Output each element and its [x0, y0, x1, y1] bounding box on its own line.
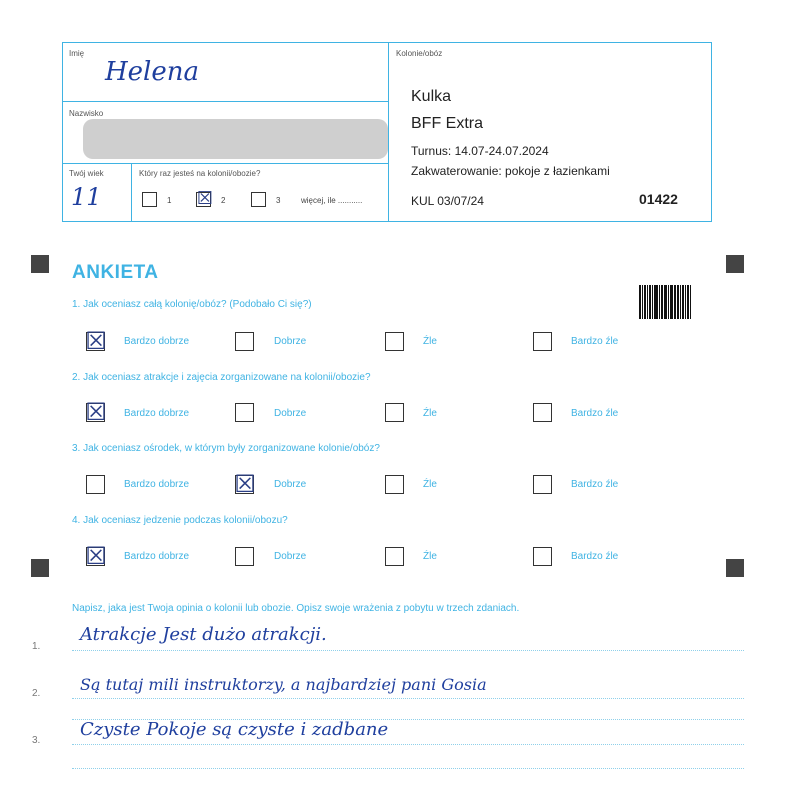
camp-label: Kolonie/obóz: [396, 49, 443, 58]
q3-option-3-checkbox[interactable]: [385, 475, 404, 494]
q3-option-3-label: Źle: [423, 479, 437, 490]
q1-option-2-label: Dobrze: [274, 336, 307, 347]
question-3: 3. Jak oceniasz ośrodek, w którym były zorganizowane kolonie/obóz?: [72, 443, 380, 454]
q3-option-4-checkbox[interactable]: [533, 475, 552, 494]
opinion-line-1-rule: [72, 650, 744, 651]
q4-option-1-label: Bardzo dobrze: [124, 551, 190, 562]
opinion-line-1-text[interactable]: Atrakcje Jest dużo atrakcji.: [80, 624, 327, 645]
question-1: 1. Jak oceniasz całą kolonię/obóz? (Podobało Ci się?): [72, 299, 312, 310]
registration-marker: [726, 559, 744, 577]
q2-option-3-checkbox[interactable]: [385, 403, 404, 422]
q3-option-1-label: Bardzo dobrze: [124, 479, 190, 490]
opinion-line-2-rule: [72, 698, 744, 699]
camp-code: KUL 03/07/24: [411, 194, 484, 208]
first-name-label: Imię: [69, 49, 85, 58]
check-mark-icon: ☒: [234, 470, 256, 498]
header-divider: [388, 43, 389, 222]
q1-option-4-checkbox[interactable]: [533, 332, 552, 351]
age-value[interactable]: 11: [71, 183, 102, 211]
q3-option-4-label: Bardzo źle: [571, 479, 619, 490]
q1-option-1-checkbox[interactable]: [85, 327, 107, 355]
barcode-icon: [639, 285, 691, 319]
q1-option-1-label: Bardzo dobrze: [124, 336, 190, 347]
q4-option-3-checkbox[interactable]: [385, 547, 404, 566]
registration-marker: [31, 559, 49, 577]
q3-option-1-checkbox[interactable]: [86, 475, 105, 494]
count-1-label: 1: [167, 196, 172, 205]
check-mark-icon: ☒: [85, 398, 107, 426]
q3-option-2-label: Dobrze: [274, 479, 307, 490]
registration-marker: [31, 255, 49, 273]
times-label: Który raz jesteś na kolonii/obozie?: [139, 169, 261, 178]
accommodation: Zakwaterowanie: pokoje z łazienkami: [411, 164, 610, 178]
question-4: 4. Jak oceniasz jedzenie podczas kolonii/obozu?: [72, 515, 288, 526]
turnus: Turnus: 14.07-24.07.2024: [411, 144, 549, 158]
age-label: Twój wiek: [69, 169, 104, 178]
q4-option-1-checkbox[interactable]: [85, 542, 107, 570]
q2-option-4-checkbox[interactable]: [533, 403, 552, 422]
q4-option-4-checkbox[interactable]: [533, 547, 552, 566]
q1-option-4-label: Bardzo źle: [571, 336, 619, 347]
count-3-label: 3: [276, 196, 281, 205]
surname-divider: [63, 163, 388, 164]
surname-redacted-field[interactable]: [83, 119, 388, 159]
q3-option-2-checkbox[interactable]: [234, 470, 256, 498]
q2-option-4-label: Bardzo źle: [571, 408, 619, 419]
q2-option-1-checkbox[interactable]: [85, 398, 107, 426]
name-divider: [63, 101, 388, 102]
form-number: 01422: [639, 191, 678, 207]
check-mark-icon: ☒: [85, 327, 107, 355]
q4-option-2-checkbox[interactable]: [235, 547, 254, 566]
q2-option-1-label: Bardzo dobrze: [124, 408, 190, 419]
opinion-line-2-number: 2.: [32, 688, 41, 699]
camp-name: Kulka: [411, 88, 452, 105]
count-2-checkbox[interactable]: [196, 188, 214, 209]
age-divider: [131, 163, 132, 222]
q4-option-4-label: Bardzo źle: [571, 551, 619, 562]
opinion-instruction: Napisz, jaka jest Twoja opinia o kolonii lub obozie. Opisz swoje wrażenia z pobytu w trzech zdaniach.: [72, 603, 520, 614]
camp-program: BFF Extra: [411, 115, 484, 132]
q4-option-2-label: Dobrze: [274, 551, 307, 562]
count-more-label: więcej, ile ...........: [301, 196, 363, 205]
q2-option-2-checkbox[interactable]: [235, 403, 254, 422]
q1-option-3-checkbox[interactable]: [385, 332, 404, 351]
count-1-checkbox[interactable]: [142, 192, 157, 207]
opinion-line-3-number: 3.: [32, 735, 41, 746]
count-2-label: 2: [221, 196, 226, 205]
opinion-line-1-number: 1.: [32, 641, 41, 652]
count-3-checkbox[interactable]: [251, 192, 266, 207]
q1-option-3-label: Źle: [423, 336, 437, 347]
opinion-line-3-text[interactable]: Czyste Pokoje są czyste i zadbane: [80, 719, 389, 740]
opinion-line-2-text[interactable]: Są tutaj mili instruktorzy, a najbardziej pani Gosia: [80, 675, 487, 694]
q2-option-3-label: Źle: [423, 408, 437, 419]
opinion-line-3-rule-top: [72, 719, 744, 720]
surname-label: Nazwisko: [69, 109, 104, 118]
check-mark-icon: ☒: [85, 542, 107, 570]
q4-option-3-label: Źle: [423, 551, 437, 562]
first-name-value[interactable]: Helena: [105, 57, 200, 87]
opinion-line-4-rule: [72, 768, 744, 769]
header-form-box: [62, 42, 712, 222]
survey-title: ANKIETA: [72, 262, 159, 283]
q2-option-2-label: Dobrze: [274, 408, 307, 419]
registration-marker: [726, 255, 744, 273]
question-2: 2. Jak oceniasz atrakcje i zajęcia zorganizowane na kolonii/obozie?: [72, 372, 371, 383]
q1-option-2-checkbox[interactable]: [235, 332, 254, 351]
opinion-line-3-rule: [72, 744, 744, 745]
check-mark-icon: ☒: [196, 188, 214, 209]
